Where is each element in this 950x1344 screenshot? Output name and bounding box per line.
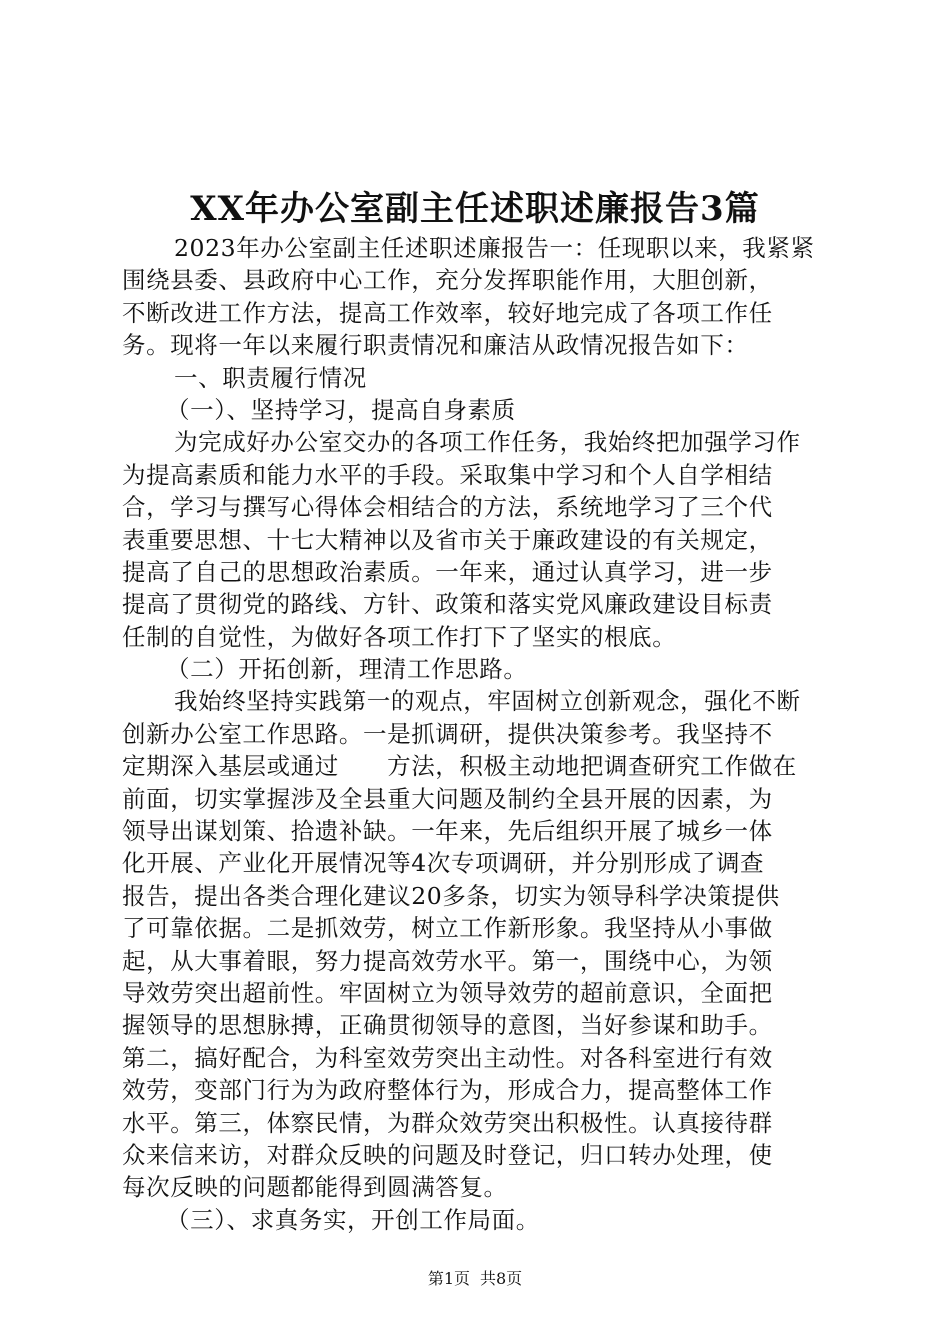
subsection-heading: （三）、求真务实，开创工作局面。: [166, 1205, 540, 1234]
paragraph-line: 领导出谋划策、拾遗补缺。一年来，先后组织开展了城乡一体: [122, 817, 773, 846]
paragraph-line: 导效劳突出超前性。牢固树立为领导效劳的超前意识，全面把: [122, 978, 773, 1007]
paragraph-line: 第二，搞好配合，为科室效劳突出主动性。对各科室进行有效: [122, 1043, 773, 1072]
subsection-heading: （二）开拓创新，理清工作思路。: [166, 655, 528, 684]
page-number-total: 共8页: [480, 1269, 523, 1288]
paragraph-line: 表重要思想、十七大精神以及省市关于廉政建设的有关规定，: [122, 525, 773, 554]
paragraph-line: 我始终坚持实践第一的观点，牢固树立创新观念，强化不断: [174, 687, 801, 716]
paragraph-line: 2023年办公室副主任述职述廉报告一：任现职以来，我紧紧: [174, 234, 815, 262]
paragraph-line: 水平。第三，体察民情，为群众效劳突出积极性。认真接待群: [122, 1108, 773, 1137]
paragraph-line: 报告，提出各类合理化建议20多条，切实为领导科学决策提供: [122, 881, 780, 910]
paragraph-line: 化开展、产业化开展情况等4次专项调研，并分别形成了调查: [122, 849, 765, 878]
paragraph-line: 提高了自己的思想政治素质。一年来，通过认真学习，进一步: [122, 557, 773, 586]
paragraph-line: 任制的自觉性，为做好各项工作打下了坚实的根底。: [122, 622, 677, 651]
paragraph-line: 众来信来访，对群众反映的问题及时登记，归口转办处理，使: [122, 1140, 773, 1169]
section-heading: 一、职责履行情况: [174, 363, 367, 392]
paragraph-line: 为提高素质和能力水平的手段。采取集中学习和个人自学相结: [122, 460, 773, 489]
paragraph-line: 了可靠依据。二是抓效劳，树立工作新形象。我坚持从小事做: [122, 914, 773, 943]
page-footer: [0, 1268, 950, 1290]
paragraph-line: 定期深入基层或通过 方法，积极主动地把调查研究工作做在: [122, 752, 797, 781]
paragraph-line: 创新办公室工作思路。一是抓调研，提供决策参考。我坚持不: [122, 719, 773, 748]
paragraph-line: 为完成好办公室交办的各项工作任务，我始终把加强学习作: [174, 428, 801, 457]
paragraph-line: 前面，切实掌握涉及全县重大问题及制约全县开展的因素，为: [122, 784, 773, 813]
subsection-heading: （一）、坚持学习，提高自身素质: [166, 395, 516, 424]
paragraph-line: 每次反映的问题都能得到圆满答复。: [122, 1173, 508, 1202]
paragraph-line: 握领导的思想脉搏，正确贯彻领导的意图，当好参谋和助手。: [122, 1011, 773, 1040]
document-body: [122, 232, 832, 1236]
paragraph-line: 起，从大事着眼，努力提高效劳水平。第一，围绕中心，为领: [122, 946, 773, 975]
paragraph-line: 合，学习与撰写心得体会相结合的方法，系统地学习了三个代: [122, 493, 773, 522]
document-title: XX年办公室副主任述职述廉报告3篇: [190, 189, 760, 229]
paragraph-line: 务。现将一年以来履行职责情况和廉洁从政情况报告如下：: [122, 331, 749, 360]
paragraph-line: 不断改进工作方法，提高工作效率，较好地完成了各项工作任: [122, 298, 773, 327]
paragraph-line: 提高了贯彻党的路线、方针、政策和落实党风廉政建设目标责: [122, 590, 773, 619]
paragraph-line: 围绕县委、县政府中心工作，充分发挥职能作用，大胆创新，: [122, 266, 773, 295]
page-number-current: 第1页: [427, 1269, 470, 1288]
paragraph-line: 效劳，变部门行为为政府整体行为，形成合力，提高整体工作: [122, 1076, 773, 1105]
